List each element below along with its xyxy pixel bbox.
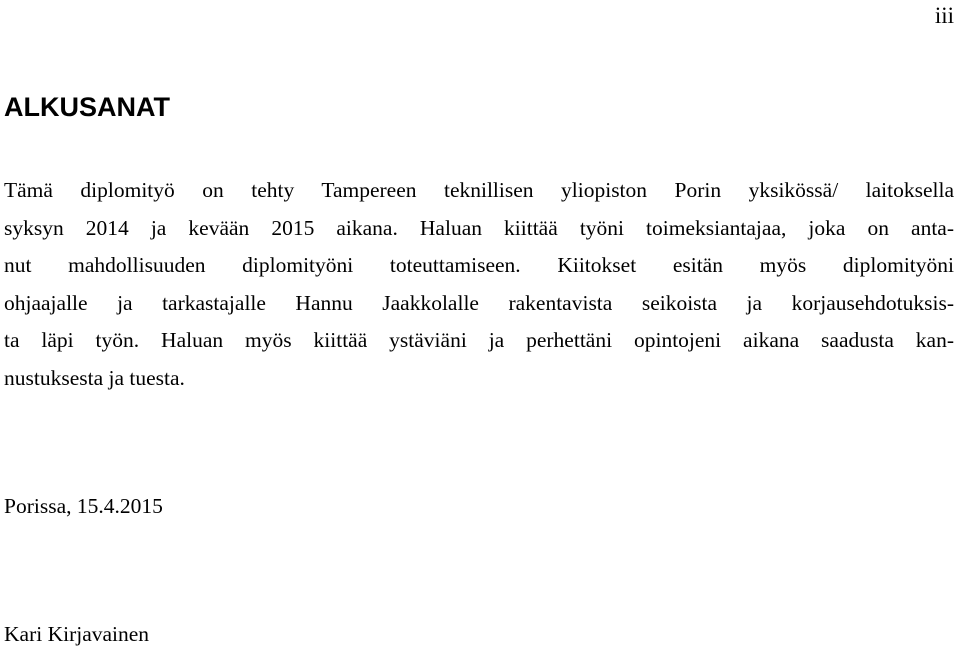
paragraph-line: syksyn 2014 ja kevään 2015 aikana. Haluan kiittää työni toimeksiantajaa, joka on anta- <box>4 215 954 240</box>
paragraph-line: ohjaajalle ja tarkastajalle Hannu Jaakkolalle rakentavista seikoista ja korjausehdotuksis- <box>4 290 954 315</box>
paragraph-line: nut mahdollisuuden diplomityöni toteuttamiseen. Kiitokset esitän myös diplomityöni <box>4 253 954 278</box>
author-name: Kari Kirjavainen <box>4 622 150 646</box>
paragraph-line: nustuksesta ja tuesta. <box>4 365 185 390</box>
section-heading: ALKUSANAT <box>4 92 170 122</box>
paragraph-line: ta läpi työn. Haluan myös kiittää ystäviäni ja perhettäni opintojeni aikana saadusta kan- <box>4 328 954 353</box>
preface-paragraph <box>4 172 954 398</box>
paragraph-line: Tämä diplomityö on tehty Tampereen teknillisen yliopiston Porin yksikössä/ laitoksella <box>4 178 954 202</box>
place-date: Porissa, 15.4.2015 <box>4 494 163 518</box>
page-number: iii <box>934 3 954 28</box>
